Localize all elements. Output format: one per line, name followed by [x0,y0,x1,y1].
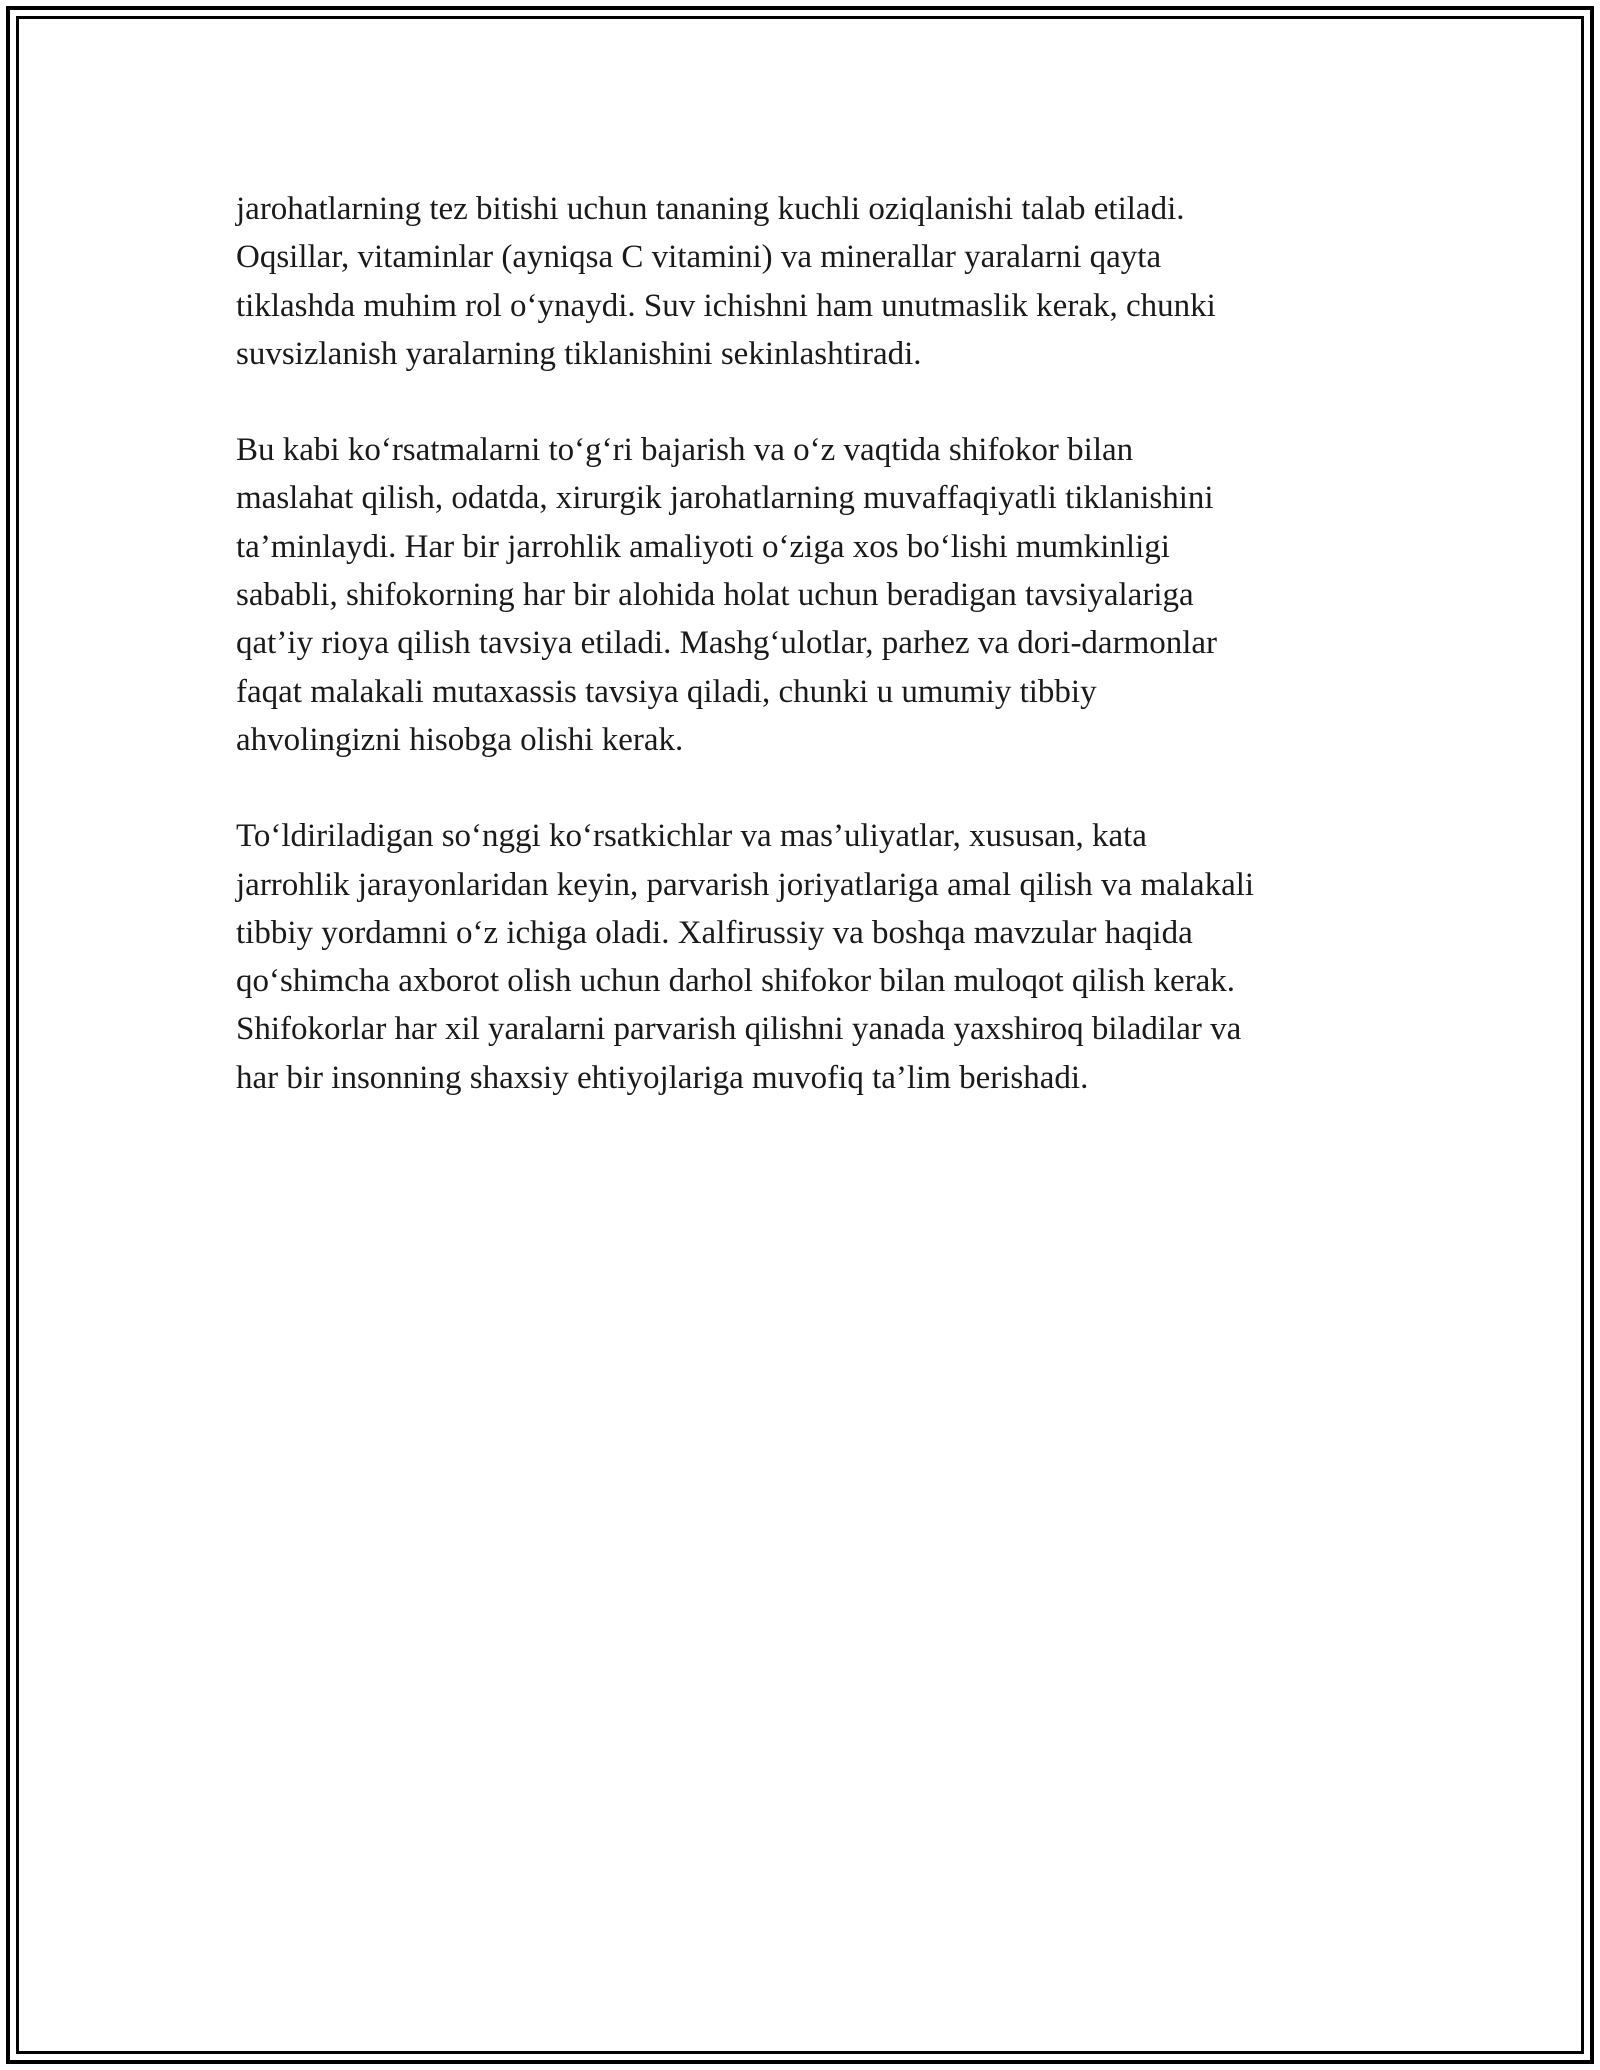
paragraph-1 [236,185,1386,378]
paragraph-2 [236,426,1386,764]
text-line: Bu kabi ko‘rsatmalarni to‘g‘ri bajarish va o‘z vaqtida shifokor bilan [236,432,1134,469]
text-line: qat’iy rioya qilish tavsiya etiladi. Mashg‘ulotlar, parhez va dori-darmonlar [236,625,1218,662]
text-line: Oqsillar, vitaminlar (ayniqsa C vitamini) va minerallar yaralarni qayta [236,239,1162,276]
text-line: ahvolingizni hisobga olishi kerak. [236,721,684,758]
text-line: sababli, shifokorning har bir alohida holat uchun beradigan tavsiyalariga [236,577,1194,614]
text-line: Shifokorlar har xil yaralarni parvarish qilishni yanada yaxshiroq biladilar va [236,1011,1242,1048]
text-line: To‘ldiriladigan so‘nggi ko‘rsatkichlar va mas’uliyatlar, xususan, kata [236,818,1147,855]
text-line: ta’minlaydi. Har bir jarrohlik amaliyoti o‘ziga xos bo‘lishi mumkinligi [236,528,1170,565]
text-line: maslahat qilish, odatda, xirurgik jarohatlarning muvaffaqiyatli tiklanishini [236,480,1214,517]
document-body [236,185,1386,1150]
text-line: qo‘shimcha axborot olish uchun darhol shifokor bilan muloqot qilish kerak. [236,963,1236,1000]
text-line: tibbiy yordamni o‘z ichiga oladi. Xalfirussiy va boshqa mavzular haqida [236,914,1193,951]
text-line: jarrohlik jarayonlaridan keyin, parvarish joriyatlariga amal qilish va malakali [236,866,1255,903]
text-line: suvsizlanish yaralarning tiklanishini sekinlashtiradi. [236,335,922,372]
text-line: jarohatlarning tez bitishi uchun tananing kuchli oziqlanishi talab etiladi. [236,191,1185,227]
text-line: har bir insonning shaxsiy ehtiyojlariga muvofiq ta’lim berishadi. [236,1059,1089,1096]
text-line: faqat malakali mutaxassis tavsiya qiladi, chunki u umumiy tibbiy [236,673,1097,710]
text-line: tiklashda muhim rol o‘ynaydi. Suv ichishni ham unutmaslik kerak, chunki [236,287,1216,324]
paragraph-3 [236,812,1386,1102]
